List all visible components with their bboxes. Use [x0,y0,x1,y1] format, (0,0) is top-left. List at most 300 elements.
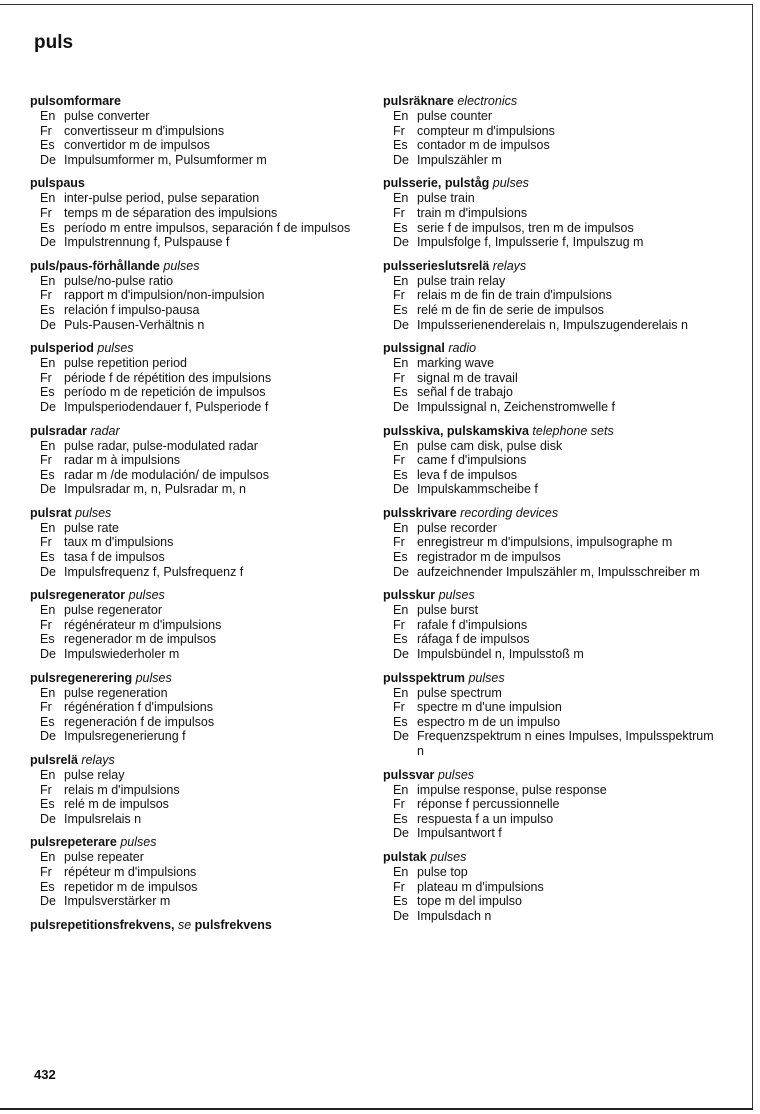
entry-headline [383,176,718,191]
dictionary-entry [383,850,718,923]
translation-row [383,124,718,139]
language-code: En [393,109,409,123]
entry-term: pulsserie, pulståg [383,176,490,191]
translation-text: Impulskammscheibe f [417,482,538,497]
dictionary-entry [383,94,718,167]
translation-text: convertidor m de impulsos [64,138,210,153]
translation-row [30,812,365,827]
language-code: Fr [393,797,405,812]
translation-text: repetidor m de impulsos [64,879,198,894]
language-code: De [393,152,409,167]
language-code: De [393,826,409,841]
language-code: En [393,273,409,288]
dictionary-entry [30,671,365,744]
translation-row [383,138,718,153]
language-code: En [393,603,409,618]
language-code: De [393,317,409,332]
translation-row [30,729,365,744]
translation-row [383,535,718,550]
translation-row [30,453,365,468]
translation-text: Impulsfrequenz f, Pulsfrequenz f [64,564,244,579]
entry-domain: pulses [163,258,200,273]
right-entry-list [383,94,718,923]
translation-row [30,647,365,662]
translation-text: Impulsrelais n [64,811,142,826]
translation-row [30,618,365,633]
entry-domain: pulses [437,767,475,782]
language-code: En [393,520,409,535]
entry-term: pulsskur [383,588,436,603]
translation-text: impulse response, pulse response [417,782,607,797]
language-code: Es [40,714,55,729]
translation-text: aufzeichnender Impulszähler m, Impulsschreiber m [417,564,700,579]
translation-row [383,109,718,124]
entry-domain: pulses [468,670,505,685]
translation-text: régénérateur m d'impulsions [64,617,222,632]
entry-headline [383,768,718,783]
cross-reference-see: se [177,917,192,932]
language-code: En [40,438,56,453]
entry-domain: pulses [97,341,134,356]
translation-text: registrador m de impulsos [417,550,561,565]
entry-headline [30,506,365,521]
translation-text: espectro m de un impulso [417,714,561,729]
translation-text: convertisseur m d'impulsions [64,123,225,138]
translation-text: Impulssignal n, Zeichenstromwelle f [417,399,615,414]
cross-reference-target: pulsfrekvens [194,917,272,932]
translation-row [383,303,718,318]
translation-text: pulse top [417,864,468,879]
translation-text: pulse recorder [417,520,497,535]
entry-domain: recording devices [460,505,559,520]
language-code: De [393,564,409,579]
translation-text: came f d'impulsions [417,453,527,468]
language-code: Fr [40,205,52,220]
translation-row [30,206,365,221]
translation-text: tasa f de impulsos [64,550,165,565]
translation-text: radar m /de modulación/ de impulsos [64,467,269,482]
language-code: Fr [393,879,405,894]
dictionary-entry [383,768,718,841]
translation-row [30,153,365,168]
dictionary-entry [383,588,718,661]
language-code: Es [40,550,55,565]
translation-row [30,686,365,701]
translation-text: respuesta f a un impulso [417,811,554,826]
language-code: De [40,729,56,744]
entry-headline [383,259,718,274]
translation-row [383,603,718,618]
translation-row [383,715,718,730]
translation-row [30,632,365,647]
entry-term: puls/paus-förhållande [30,258,160,273]
entry-domain: relays [81,753,115,767]
entry-headline [30,176,365,191]
language-code: De [40,811,56,826]
translation-row [30,865,365,880]
language-code: En [40,356,56,371]
translation-text: pulse spectrum [417,685,502,700]
language-code: Es [393,138,408,153]
entry-term: pulsskrivare [383,505,457,520]
language-code: Es [40,467,55,482]
language-code: De [40,564,56,579]
translation-text: régénération f d'impulsions [64,700,213,715]
translation-text: Impulstrennung f, Pulspause f [64,235,230,250]
language-code: En [40,273,56,288]
translation-row [383,909,718,924]
entry-headline [383,94,718,109]
entry-domain: pulses [128,588,165,603]
translation-row [383,371,718,386]
entry-domain: telephone sets [532,423,614,438]
dictionary-entry [30,753,365,826]
translation-row [30,535,365,550]
dictionary-entry [30,176,365,249]
translation-row [383,686,718,701]
language-code: Fr [393,453,405,468]
entry-headline [383,588,718,603]
dictionary-entry [383,259,718,332]
translation-text: relé m de fin de serie de impulsos [417,302,604,317]
language-code: De [393,399,409,414]
translation-row [383,865,718,880]
translation-text: serie f de impulsos, tren m de impulsos [417,220,634,235]
translation-text: pulse repetition period [64,356,187,371]
translation-text: Impulsperiodendauer f, Pulsperiode f [64,399,269,414]
translation-row [383,894,718,909]
entry-headline [30,835,365,850]
entry-domain: pulses [492,176,529,191]
left-column [30,94,365,933]
language-code: Fr [393,617,405,632]
language-code: Es [40,138,55,153]
entry-term: pulsradar [30,423,87,438]
entry-term: pulsregenerering [30,670,133,685]
language-code: Fr [40,123,52,138]
translation-row [30,439,365,454]
translation-text: réponse f percussionnelle [417,797,560,812]
translation-row [383,453,718,468]
translation-row [383,482,718,497]
translation-row [30,138,365,153]
translation-text: spectre m d'une impulsion [417,700,562,715]
language-code: Fr [40,288,52,303]
entry-headline [383,850,718,865]
translation-row [30,880,365,895]
language-code: De [393,729,409,744]
language-code: Es [393,811,408,826]
right-column [383,94,718,932]
dictionary-entry [383,341,718,414]
translation-text: regeneración f de impulsos [64,714,215,729]
entry-headline [30,753,365,768]
entry-domain: pulses [438,588,475,603]
translation-row [30,400,365,415]
language-code: Fr [40,370,52,385]
translation-row [30,385,365,400]
translation-text: rapport m d'impulsion/non-impulsion [64,288,265,303]
entry-domain: pulses [135,670,172,685]
translation-text: Puls-Pausen-Verhältnis n [64,317,205,332]
dictionary-entry [30,835,365,908]
translation-text: Impulsantwort f [417,826,502,841]
entry-term: pulstak [383,849,427,864]
language-code: Fr [393,123,405,138]
entry-domain: radar [90,423,120,438]
translation-text: relé m de impulsos [64,797,169,812]
translation-row [383,647,718,662]
dictionary-entry [30,424,365,497]
translation-text: Impulszähler m [417,152,502,167]
translation-text: período m entre impulsos, separación f de impulsos [64,220,351,235]
translation-text: relais m d'impulsions [64,782,180,797]
entry-term: pulsrelä [30,753,78,767]
entry-term: pulssvar [383,767,435,782]
entry-domain: radio [448,341,477,356]
translation-text: pulse burst [417,603,479,618]
translation-text: Impulsverstärker m [64,894,171,909]
translation-text: Impulsumformer m, Pulsumformer m [64,152,267,167]
translation-text: taux m d'impulsions [64,535,174,550]
language-code: Es [393,302,408,317]
dictionary-entry [383,506,718,579]
translation-row [30,303,365,318]
dictionary-entry [30,94,365,167]
translation-text: pulse train relay [417,273,506,288]
language-code: Fr [40,453,52,468]
language-code: De [40,399,56,414]
translation-row [30,768,365,783]
translation-row [30,715,365,730]
entry-term: pulsperiod [30,341,94,356]
translation-text: relación f impulso-pausa [64,302,200,317]
language-code: En [393,864,409,879]
language-code: Es [40,385,55,400]
language-code: En [393,356,409,371]
language-code: En [40,109,56,123]
translation-text: pulse repeater [64,850,144,865]
translation-row [383,191,718,206]
translation-text: signal m de travail [417,370,518,385]
translation-text: Impulsradar m, n, Pulsradar m, n [64,482,247,497]
translation-row [383,826,718,841]
language-code: Es [393,550,408,565]
translation-row [30,603,365,618]
entry-headline [383,506,718,521]
translation-row [383,318,718,333]
translation-row [30,850,365,865]
entry-headline [30,671,365,686]
translation-row [383,797,718,812]
translation-row [383,783,718,798]
translation-row [383,729,718,758]
translation-text: rafale f d'impulsions [417,617,528,632]
translation-row [30,318,365,333]
entry-domain: electronics [457,94,518,108]
language-code: En [40,685,56,700]
translation-text: pulse/no-pulse ratio [64,273,174,288]
translation-row [30,468,365,483]
translation-row [30,235,365,250]
dictionary-entry [30,588,365,661]
translation-row [30,356,365,371]
language-code: De [40,317,56,332]
entry-term: pulsrepeterare [30,835,117,850]
language-code: Es [393,467,408,482]
translation-row [383,632,718,647]
entry-domain: pulses [75,505,112,520]
translation-text: pulse cam disk, pulse disk [417,438,563,453]
entry-headline [383,671,718,686]
translation-row [383,812,718,827]
translation-row [30,521,365,536]
translation-text: Impulswiederholer m [64,647,180,662]
language-code: Es [393,894,408,909]
translation-row [383,880,718,895]
translation-text: temps m de séparation des impulsions [64,205,278,220]
translation-row [30,894,365,909]
translation-row [30,124,365,139]
language-code: En [40,768,56,782]
translation-text: compteur m d'impulsions [417,123,555,138]
translation-text: relais m de fin de train d'impulsions [417,288,612,303]
translation-row [383,618,718,633]
translation-row [383,700,718,715]
translation-text: pulse counter [417,109,493,123]
language-code: De [393,482,409,497]
translation-text: plateau m d'impulsions [417,879,544,894]
language-code: De [40,894,56,909]
translation-text: señal f de trabajo [417,385,513,400]
language-code: De [393,235,409,250]
page-border-bottom [0,1108,753,1110]
translation-text: Impulsdach n [417,908,492,923]
language-code: Es [393,220,408,235]
language-code: En [40,850,56,865]
language-code: Es [40,797,55,812]
translation-text: inter-pulse period, pulse separation [64,191,260,206]
language-code: Es [40,302,55,317]
translation-text: pulse rate [64,520,119,535]
translation-text: pulse regenerator [64,603,162,618]
translation-row [383,274,718,289]
language-code: Es [393,714,408,729]
translation-row [30,565,365,580]
translation-text: Impulsbündel n, Impulsstoß m [417,647,584,662]
entry-term: pulsräknare [383,94,454,108]
translation-row [30,550,365,565]
translation-text: pulse radar, pulse-modulated radar [64,438,258,453]
language-code: Es [40,220,55,235]
translation-row [383,439,718,454]
translation-row [383,356,718,371]
translation-text: pulse train [417,191,475,206]
language-code: Es [393,632,408,647]
page-title: puls [34,32,74,53]
translation-row [30,221,365,236]
translation-row [30,191,365,206]
translation-row [383,565,718,580]
translation-row [30,700,365,715]
translation-text: période f de répétition des impulsions [64,370,272,385]
page-number: 432 [34,1067,56,1082]
language-code: De [40,152,56,167]
translation-row [383,153,718,168]
translation-text: marking wave [417,356,495,371]
translation-text: ráfaga f de impulsos [417,632,530,647]
language-code: De [40,482,56,497]
translation-text: tope m del impulso [417,894,522,909]
language-code: En [393,685,409,700]
translation-row [30,371,365,386]
entry-term: pulspaus [30,176,85,191]
translation-row [30,274,365,289]
dictionary-entry [30,259,365,332]
language-code: De [40,235,56,250]
translation-row [383,288,718,303]
entry-headline [383,424,718,439]
translation-text: enregistreur m d'impulsions, impulsographe m [417,535,673,550]
language-code: Fr [393,288,405,303]
translation-text: Frequenzspektrum n eines Impulses, Impulsspektrum n [417,729,714,758]
translation-row [383,550,718,565]
language-code: En [393,438,409,453]
translation-row [383,206,718,221]
entry-term: pulsrat [30,505,72,520]
entry-term: pulsregenerator [30,588,126,603]
dictionary-entry [30,341,365,414]
dictionary-entry [383,176,718,249]
translation-text: Impulsserienenderelais n, Impulszugenderelais n [417,317,688,332]
entry-headline [30,588,365,603]
entry-domain: pulses [120,835,157,850]
translation-row [383,235,718,250]
language-code: En [40,520,56,535]
entry-term: pulsserieslutsrelä [383,258,490,273]
entry-headline [30,94,365,109]
translation-text: Impulsfolge f, Impulsserie f, Impulszug m [417,235,644,250]
language-code: Fr [40,700,52,715]
cross-reference [30,918,365,933]
translation-text: radar m à impulsions [64,453,181,468]
translation-text: train m d'impulsions [417,205,528,220]
entry-domain: pulses [430,849,467,864]
language-code: Fr [393,205,405,220]
language-code: En [40,191,56,206]
translation-row [30,797,365,812]
dictionary-entry [383,424,718,497]
translation-row [383,385,718,400]
language-code: En [40,603,56,618]
language-code: De [393,647,409,662]
entry-term: pulsspektrum [383,670,465,685]
language-code: Es [40,879,55,894]
translation-text: leva f de impulsos [417,467,518,482]
translation-row [30,783,365,798]
translation-row [383,400,718,415]
entry-headline [30,424,365,439]
language-code: De [40,647,56,662]
translation-text: regenerador m de impulsos [64,632,217,647]
language-code: Fr [393,370,405,385]
language-code: Es [393,385,408,400]
language-code: Fr [393,535,405,550]
language-code: Fr [40,535,52,550]
entry-term: pulsomformare [30,94,121,108]
language-code: Es [40,632,55,647]
page-border-top [0,4,752,5]
